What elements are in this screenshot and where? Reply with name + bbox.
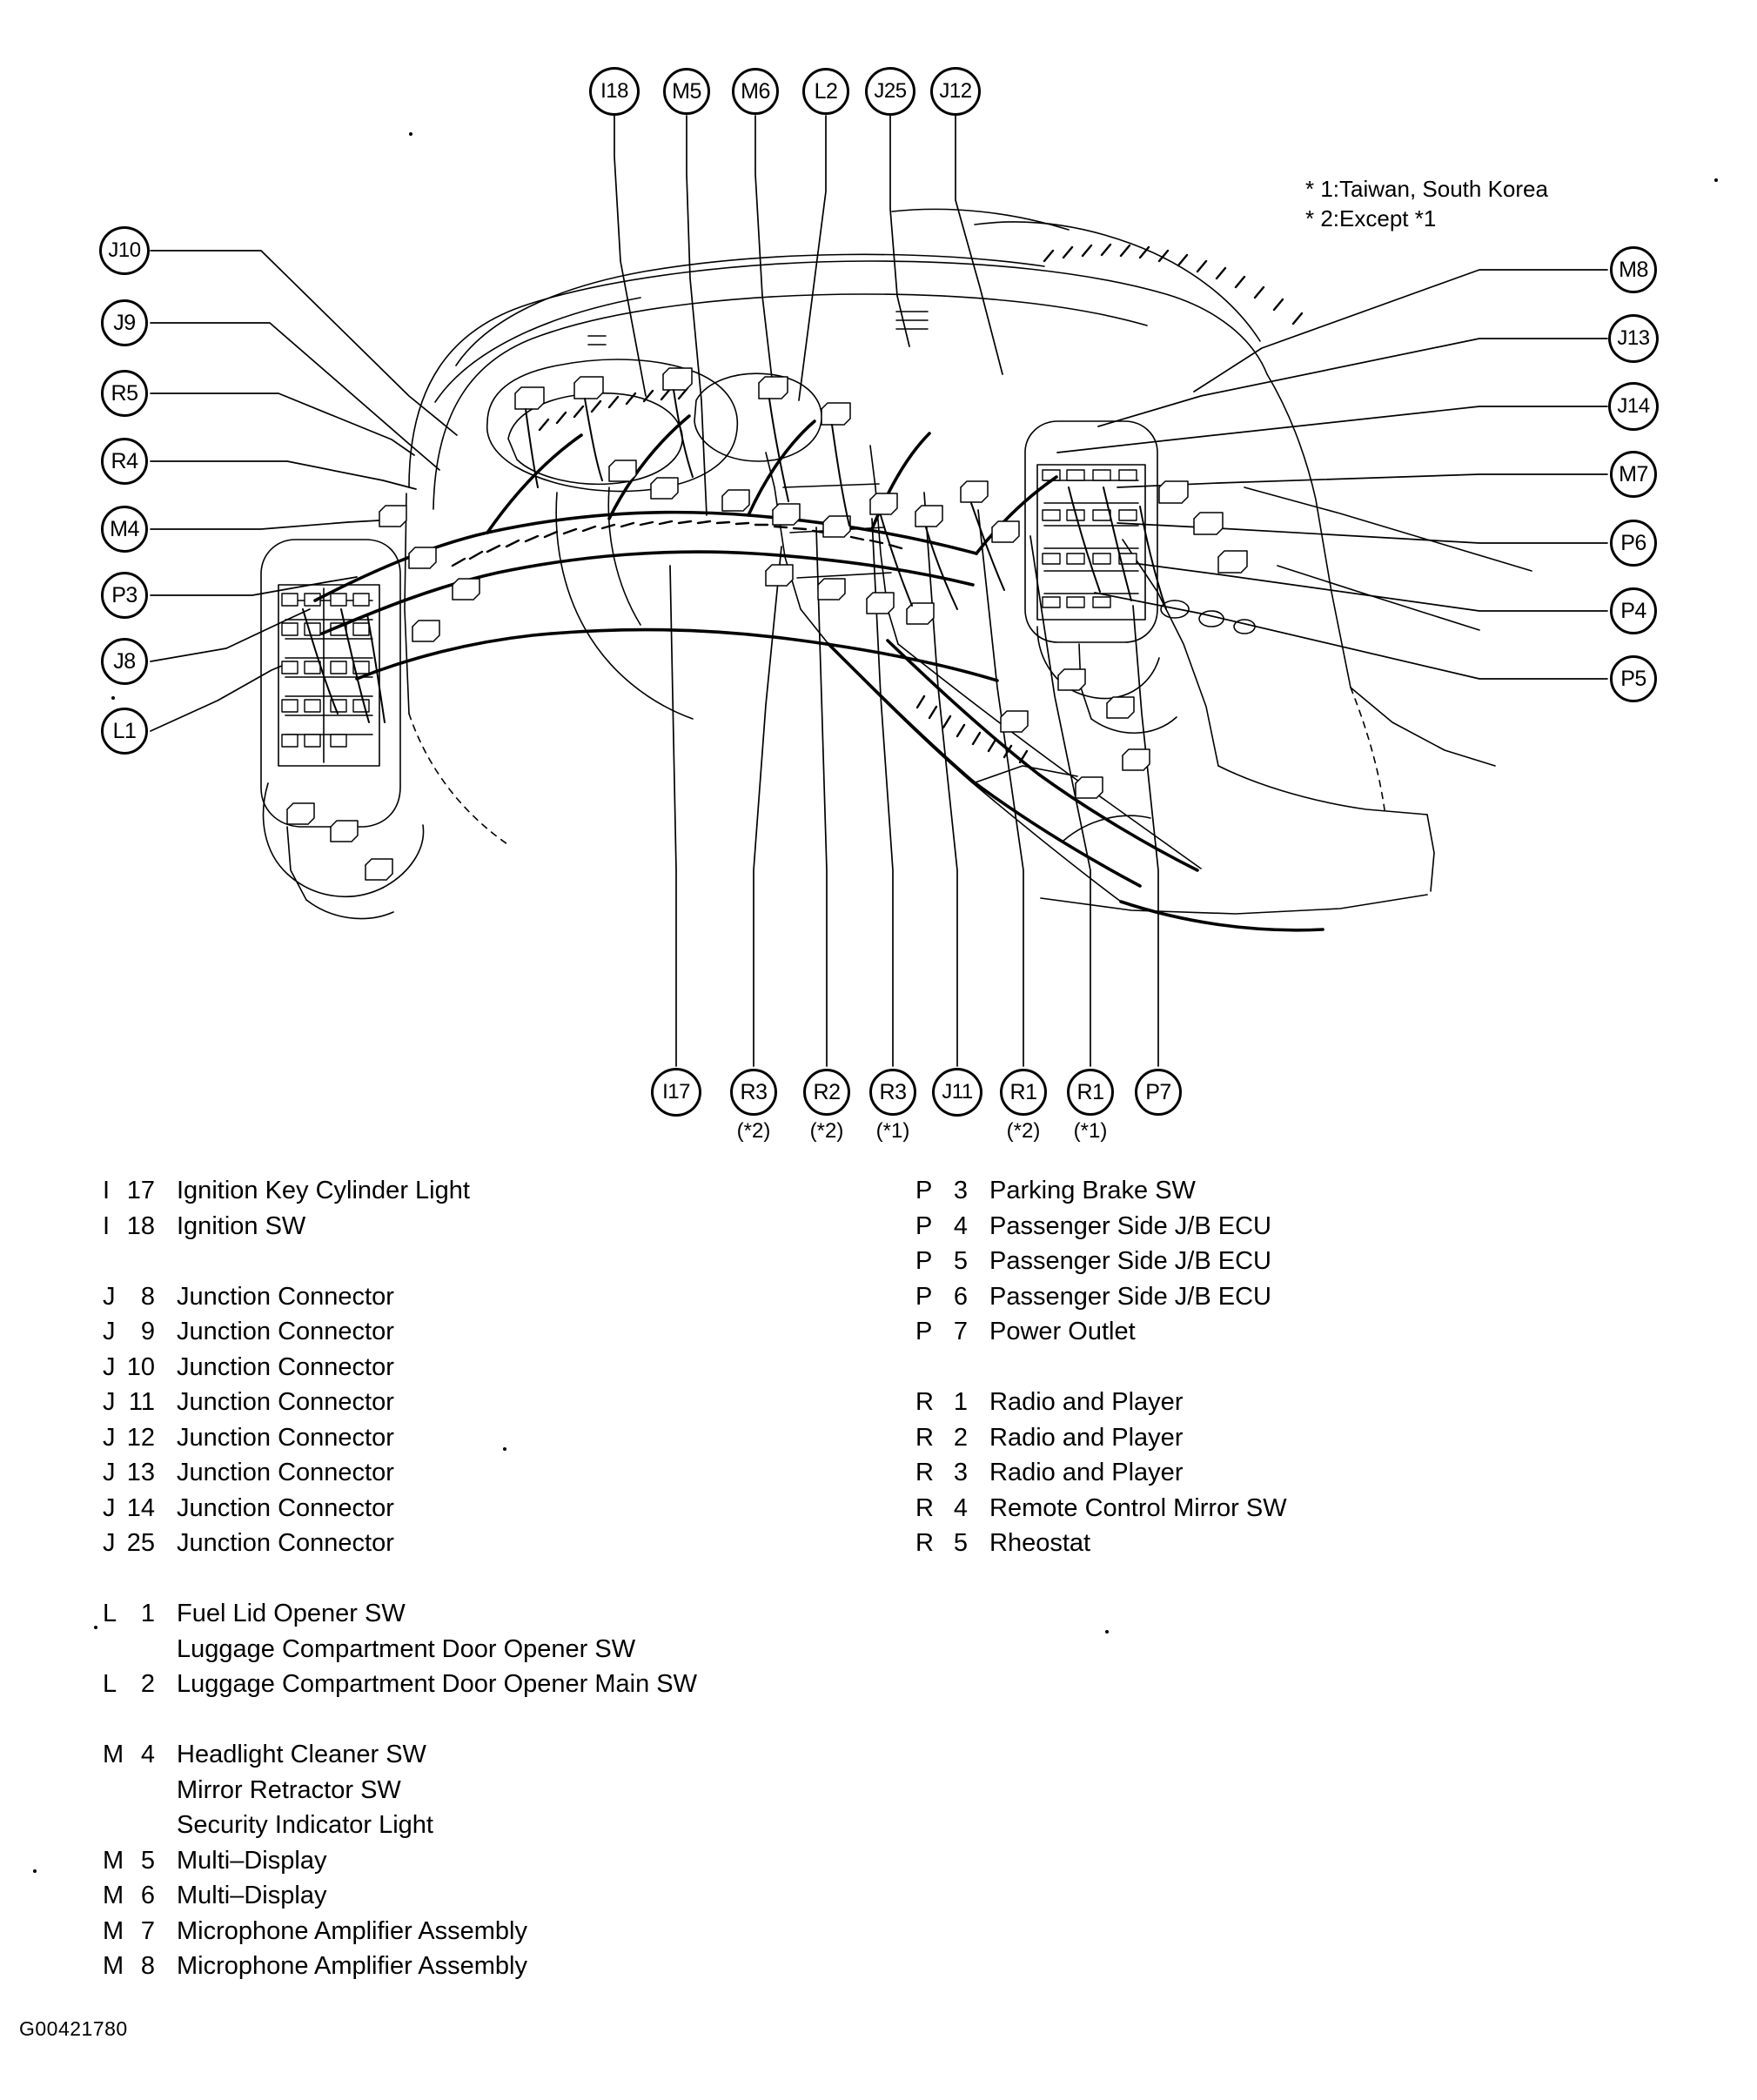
legend-row: [915, 1526, 1699, 1561]
legend-code: [103, 1350, 177, 1385]
legend-code: [103, 1596, 177, 1632]
legend-code-number: 4: [140, 1741, 155, 1768]
legend-code-letter: J: [103, 1388, 116, 1416]
legend-code-letter: J: [103, 1318, 116, 1345]
legend-row: [103, 1914, 886, 1949]
legend-row: [915, 1385, 1699, 1420]
legend-code-letter: M: [103, 1741, 124, 1768]
legend-code-number: 2: [140, 1670, 155, 1698]
legend-code-letter: J: [103, 1352, 116, 1381]
legend-row: [103, 1526, 886, 1561]
scan-speck: [1714, 178, 1718, 182]
legend-code-number: 2: [953, 1423, 968, 1452]
legend-spacer: [103, 1561, 886, 1597]
legend-code-number: 12: [126, 1423, 155, 1452]
callout-r4-left: R4: [101, 438, 148, 485]
legend-code-number: 5: [140, 1846, 155, 1875]
callout-p7-bottom: P7: [1135, 1069, 1182, 1116]
legend-desc: Luggage Compartment Door Opener Main SW: [177, 1670, 698, 1698]
legend-desc: Power Outlet: [989, 1318, 1136, 1345]
legend-row: [103, 1596, 886, 1632]
legend-code-letter: M: [103, 1952, 124, 1980]
legend-code-letter: P: [915, 1177, 933, 1204]
legend-left-column: [103, 1173, 886, 1984]
callout-p4-right: P4: [1610, 587, 1657, 634]
legend-desc-continued: Mirror Retractor SW: [177, 1775, 401, 1804]
legend-right-column: [915, 1173, 1699, 1561]
legend-code-number: 5: [953, 1529, 968, 1557]
region-note-line-1: * 1:Taiwan, South Korea: [1305, 176, 1548, 202]
legend-desc: Multi–Display: [177, 1882, 327, 1909]
callout-l2-top: L2: [802, 68, 849, 115]
legend-row: [103, 1667, 886, 1702]
callout-j14-right: J14: [1608, 382, 1659, 431]
callout-j25-top: J25: [865, 67, 915, 116]
legend-code-number: 10: [126, 1352, 155, 1381]
legend-code-letter: R: [915, 1459, 934, 1486]
legend-code-letter: L: [103, 1600, 117, 1627]
callout-m8-right: M8: [1610, 246, 1657, 293]
callout-p3-left: P3: [101, 572, 148, 619]
legend-desc-continued: Luggage Compartment Door Opener SW: [177, 1634, 636, 1663]
legend-desc: Junction Connector: [177, 1423, 394, 1452]
callout-note-r3-1: (*2): [736, 1119, 771, 1143]
legend-code: [103, 1667, 177, 1702]
legend-desc: Rheostat: [989, 1529, 1091, 1557]
instrument-panel-outline: [405, 209, 1532, 914]
legend-code-number: 9: [140, 1318, 155, 1345]
legend-row: [915, 1279, 1699, 1315]
callout-i17-bottom: I17: [651, 1068, 701, 1117]
scan-speck: [94, 1626, 97, 1629]
legend-code-number: 18: [126, 1211, 155, 1240]
callout-m6-top: M6: [732, 68, 779, 115]
legend-code: [915, 1244, 989, 1279]
legend-code-number: 1: [140, 1600, 155, 1627]
legend-code: [103, 1737, 177, 1773]
callout-note-r1-6: (*1): [1073, 1119, 1108, 1143]
legend-code-letter: J: [103, 1282, 116, 1311]
legend-code-number: 8: [140, 1282, 155, 1311]
region-note: [1305, 174, 1548, 234]
legend-desc: Junction Connector: [177, 1388, 394, 1416]
legend-desc: Junction Connector: [177, 1318, 394, 1345]
callout-m5-top: M5: [663, 68, 710, 115]
callout-j9-left: J9: [101, 299, 148, 346]
callout-j10-left: J10: [99, 226, 150, 275]
legend-desc: Parking Brake SW: [989, 1177, 1196, 1204]
legend-code-number: 7: [140, 1916, 155, 1945]
legend-code-letter: J: [103, 1529, 116, 1557]
legend-desc-continued: Security Indicator Light: [177, 1811, 433, 1839]
callout-j13-right: J13: [1608, 314, 1659, 363]
legend-row: [103, 1843, 886, 1879]
legend-code: [915, 1420, 989, 1456]
legend-code: [915, 1455, 989, 1491]
legend-code: [915, 1279, 989, 1315]
legend-desc: Ignition SW: [177, 1211, 306, 1240]
legend-code: [915, 1385, 989, 1420]
legend-code: [103, 1455, 177, 1491]
legend-desc: Radio and Player: [989, 1459, 1184, 1486]
legend-desc: Junction Connector: [177, 1282, 394, 1311]
scan-speck: [503, 1447, 506, 1451]
legend-code-letter: P: [915, 1211, 933, 1240]
callout-l1-left: L1: [101, 708, 148, 755]
callout-i18-top: I18: [589, 67, 640, 116]
callout-r1-bottom: R1: [1067, 1069, 1114, 1116]
legend-code-number: 25: [126, 1529, 155, 1557]
legend-code-letter: J: [103, 1459, 116, 1486]
legend-code-number: 3: [953, 1459, 968, 1486]
scan-speck: [1105, 1630, 1109, 1634]
legend-code-letter: R: [915, 1493, 934, 1522]
legend-code-letter: M: [103, 1882, 124, 1909]
legend-desc: Fuel Lid Opener SW: [177, 1600, 406, 1627]
legend-code-number: 1: [953, 1388, 968, 1416]
callout-note-r1-5: (*2): [1006, 1119, 1041, 1143]
leader-lines-right: [1057, 270, 1607, 679]
legend-row: [103, 1491, 886, 1526]
legend-code: [103, 1843, 177, 1879]
legend-code: [103, 1526, 177, 1561]
legend-desc: Junction Connector: [177, 1459, 394, 1486]
legend-spacer: [103, 1244, 886, 1279]
legend-row: [103, 1737, 886, 1773]
legend-code-letter: R: [915, 1388, 934, 1416]
scan-speck: [111, 696, 115, 700]
legend-code: [103, 1491, 177, 1526]
legend-code: [915, 1314, 989, 1350]
legend-code-letter: P: [915, 1282, 933, 1311]
passenger-side-junction-block: [1025, 421, 1177, 733]
legend-row: [915, 1314, 1699, 1350]
legend-code: [103, 1914, 177, 1949]
callout-note-r2-2: (*2): [809, 1119, 844, 1143]
legend-desc: Junction Connector: [177, 1352, 394, 1381]
legend-desc: Radio and Player: [989, 1423, 1184, 1452]
legend-code: [103, 1420, 177, 1456]
legend-code-letter: P: [915, 1318, 933, 1345]
legend-row: [915, 1420, 1699, 1456]
legend-desc: Junction Connector: [177, 1529, 394, 1557]
callout-note-r3-3: (*1): [875, 1119, 910, 1143]
legend-code-letter: P: [915, 1247, 933, 1275]
legend-desc: Junction Connector: [177, 1493, 394, 1522]
legend-code-number: 3: [953, 1177, 968, 1204]
callout-r3-bottom: R3: [730, 1069, 777, 1116]
legend-row: [103, 1385, 886, 1420]
legend-row: [103, 1420, 886, 1456]
legend-code: [915, 1491, 989, 1526]
legend-code-letter: M: [103, 1916, 124, 1945]
region-note-line-2: * 2:Except *1: [1305, 205, 1437, 232]
legend-desc: Multi–Display: [177, 1846, 327, 1875]
legend-code-letter: J: [103, 1493, 116, 1522]
callout-m4-left: M4: [101, 506, 148, 553]
legend-row: [915, 1209, 1699, 1245]
driver-side-junction-block: [261, 540, 424, 919]
legend-row: [103, 1350, 886, 1385]
legend-spacer: [915, 1350, 1699, 1385]
legend-desc: Microphone Amplifier Assembly: [177, 1916, 527, 1945]
callout-j8-left: J8: [101, 638, 148, 685]
legend-row: [103, 1949, 886, 1984]
legend-row: [915, 1491, 1699, 1526]
legend-code-number: 4: [953, 1211, 968, 1240]
legend-code: [915, 1173, 989, 1209]
callout-j12-top: J12: [930, 67, 981, 116]
legend-spacer: [103, 1702, 886, 1738]
legend-code-letter: M: [103, 1846, 124, 1875]
legend-row: [103, 1314, 886, 1350]
callout-r3-bottom: R3: [869, 1069, 916, 1116]
legend-desc: Radio and Player: [989, 1388, 1184, 1416]
detail-marks: [588, 312, 1255, 634]
legend-code-letter: I: [103, 1211, 111, 1240]
document-id: G00421780: [19, 2017, 128, 2040]
scan-speck: [33, 1869, 37, 1873]
legend-code-letter: R: [915, 1529, 934, 1557]
legend-code: [103, 1173, 177, 1209]
legend-row: [103, 1209, 886, 1245]
legend-row: [915, 1244, 1699, 1279]
legend-code-number: 6: [953, 1282, 968, 1311]
callout-j11-bottom: J11: [932, 1068, 982, 1117]
legend-code-number: 11: [128, 1388, 155, 1416]
callout-r1-bottom: R1: [1000, 1069, 1047, 1116]
legend-desc: Ignition Key Cylinder Light: [177, 1177, 470, 1204]
legend-desc: Remote Control Mirror SW: [989, 1493, 1287, 1522]
legend-code: [103, 1385, 177, 1420]
legend-code-number: 5: [953, 1247, 968, 1275]
legend-row: [103, 1173, 886, 1209]
callout-p6-right: P6: [1610, 520, 1657, 567]
legend-code: [103, 1878, 177, 1914]
callout-r2-bottom: R2: [803, 1069, 850, 1116]
legend-code: [103, 1314, 177, 1350]
legend-desc: Passenger Side J/B ECU: [989, 1247, 1271, 1275]
legend-row: [103, 1279, 886, 1315]
legend-desc: Passenger Side J/B ECU: [989, 1211, 1271, 1240]
callout-p5-right: P5: [1610, 655, 1657, 702]
callout-r5-left: R5: [101, 370, 148, 417]
legend-row: [103, 1455, 886, 1491]
legend-code-letter: R: [915, 1423, 934, 1452]
legend-row: [103, 1773, 886, 1808]
legend-code: [915, 1526, 989, 1561]
harness-connectors: [287, 368, 1247, 880]
legend-row: [915, 1173, 1699, 1209]
scan-speck: [409, 132, 412, 136]
legend-row: [103, 1808, 886, 1843]
legend-code-number: 8: [140, 1952, 155, 1980]
legend-code-letter: J: [103, 1423, 116, 1452]
legend-code: [915, 1209, 989, 1245]
legend-row: [103, 1878, 886, 1914]
legend-code-letter: L: [103, 1670, 117, 1698]
legend-code: [103, 1279, 177, 1315]
leader-lines-top: [614, 116, 1003, 515]
legend-row: [915, 1455, 1699, 1491]
legend-code-number: 4: [953, 1493, 968, 1522]
legend-code-number: 13: [126, 1459, 155, 1486]
legend-desc: Passenger Side J/B ECU: [989, 1282, 1271, 1311]
legend-code-number: 17: [126, 1177, 155, 1204]
legend-code-number: 6: [140, 1882, 155, 1909]
legend-desc: Headlight Cleaner SW: [177, 1741, 426, 1768]
legend-code-number: 7: [953, 1318, 968, 1345]
legend-code-letter: I: [103, 1177, 111, 1204]
legend-code: [103, 1949, 177, 1984]
callout-m7-right: M7: [1610, 451, 1657, 498]
legend-row: [103, 1632, 886, 1667]
legend-code-number: 14: [126, 1493, 155, 1522]
legend-desc: Microphone Amplifier Assembly: [177, 1952, 527, 1980]
legend-code: [103, 1209, 177, 1245]
